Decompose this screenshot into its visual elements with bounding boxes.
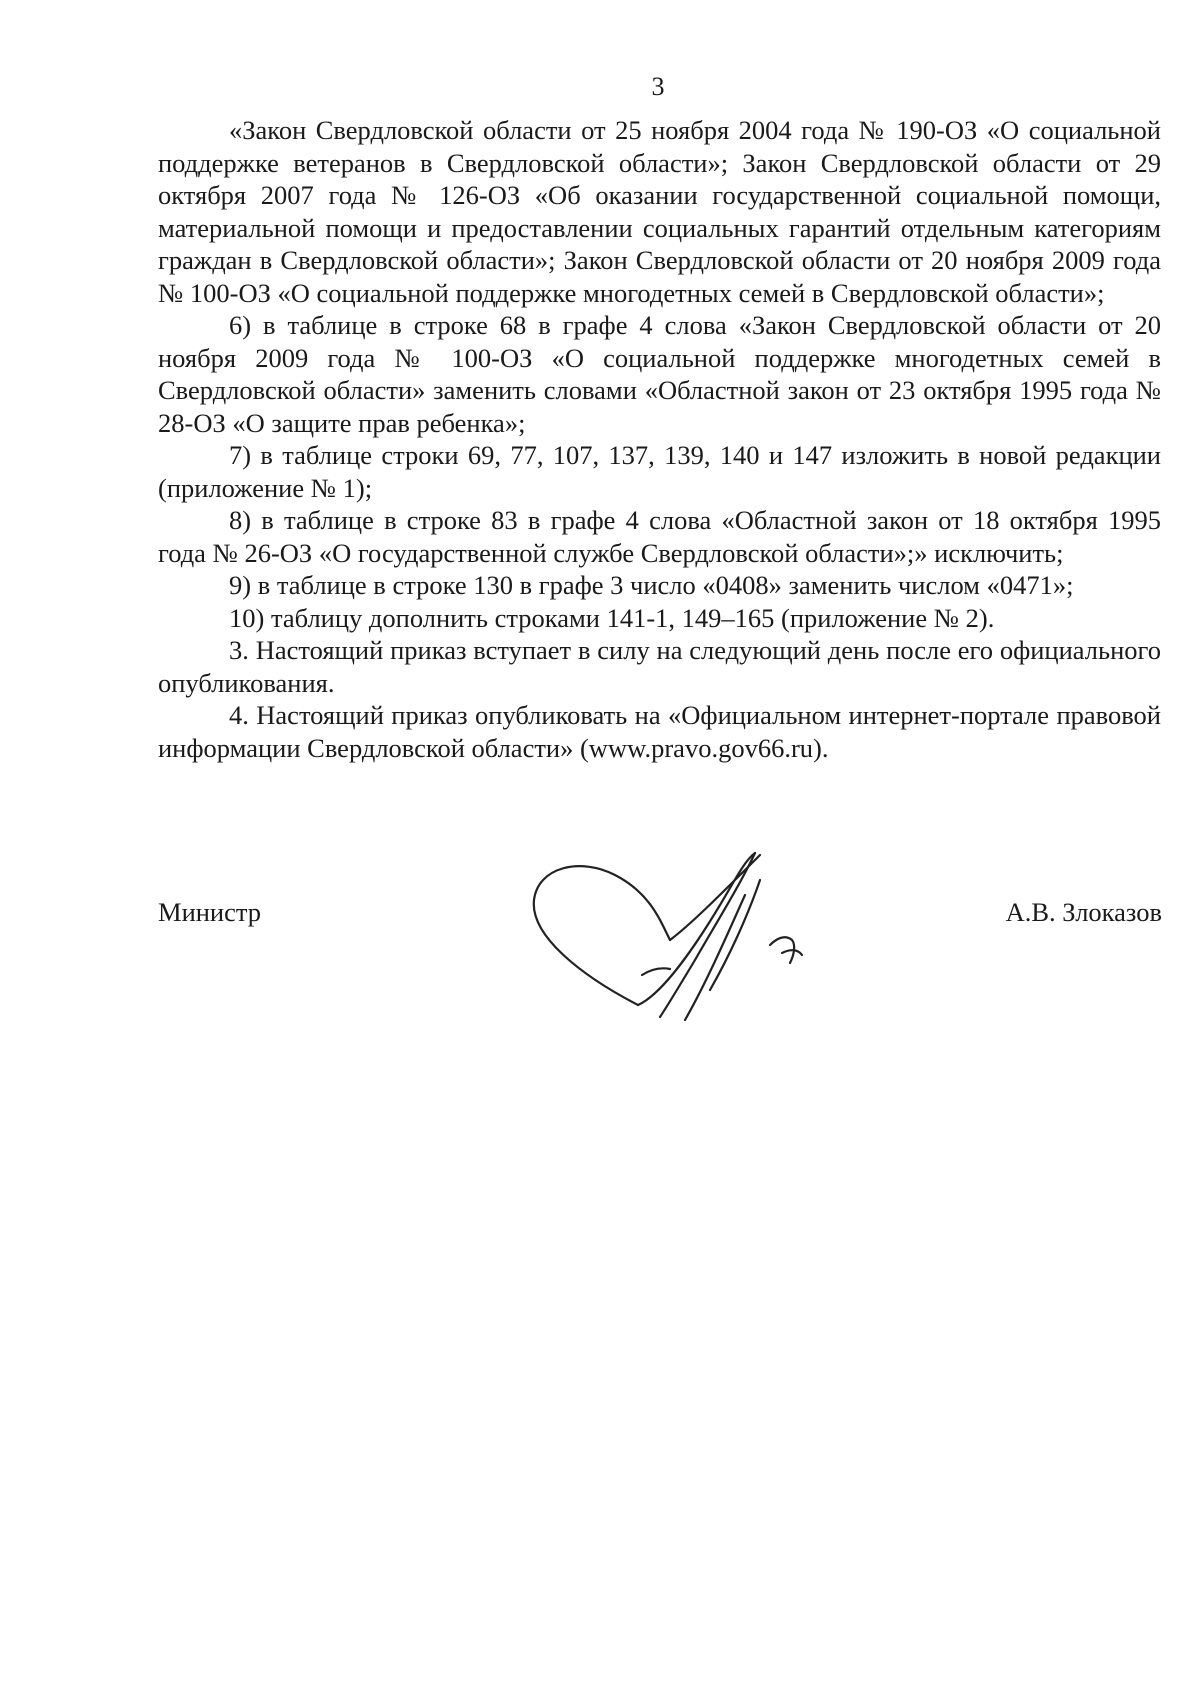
paragraph-item-7: 7) в таблице строки 69, 77, 107, 137, 139, 140 и 147 изложить в новой редакции (приложение № 1);: [158, 440, 1161, 503]
paragraph-item-10: 10) таблицу дополнить строками 141-1, 149–165 (приложение № 2).: [229, 602, 995, 633]
paragraph-clause-4: 4. Настоящий приказ опубликовать на «Официальном интернет-портале правовой информации Свердловской области» (www.pravo.gov66.ru).: [158, 700, 1161, 763]
handwritten-signature: [520, 845, 850, 1055]
paragraph-laws-list: «Закон Свердловской области от 25 ноября 2004 года № 190-ОЗ «О социальной поддержке ветеранов в Свердловской области»; Закон Свердловской области от 29 октября 2007 года № 126-ОЗ «Об оказании государственной социальной помощи, материальной помощи и предоставлении социальных гарантий отдельным категориям граждан в Свердловской области»; Закон Свердловской области от 20 ноября 2009 года № 100-ОЗ «О социальной поддержке многодетных семей в Свердловской области»;: [158, 115, 1161, 308]
document-body: [158, 114, 1161, 764]
paragraph-clause-3: 3. Настоящий приказ вступает в силу на следующий день после его официального опубликования.: [158, 635, 1161, 698]
paragraph-item-6: 6) в таблице в строке 68 в графе 4 слова «Закон Свердловской области от 20 ноября 2009 года № 100-ОЗ «О социальной поддержке многодетных семей в Свердловской области» заменить словами «Областной закон от 23 октября 1995 года № 28-ОЗ «О защите прав ребенка»;: [158, 310, 1161, 438]
signer-name: А.В. Злоказов: [1005, 897, 1162, 927]
page-number: 3: [651, 72, 665, 101]
signer-title: Министр: [158, 897, 262, 927]
paragraph-item-8: 8) в таблице в строке 83 в графе 4 слова «Областной закон от 18 октября 1995 года № 26-ОЗ «О государственной службе Свердловской области»;» исключить;: [158, 505, 1161, 568]
paragraph-item-9: 9) в таблице в строке 130 в графе 3 число «0408» заменить числом «0471»;: [229, 570, 1074, 600]
